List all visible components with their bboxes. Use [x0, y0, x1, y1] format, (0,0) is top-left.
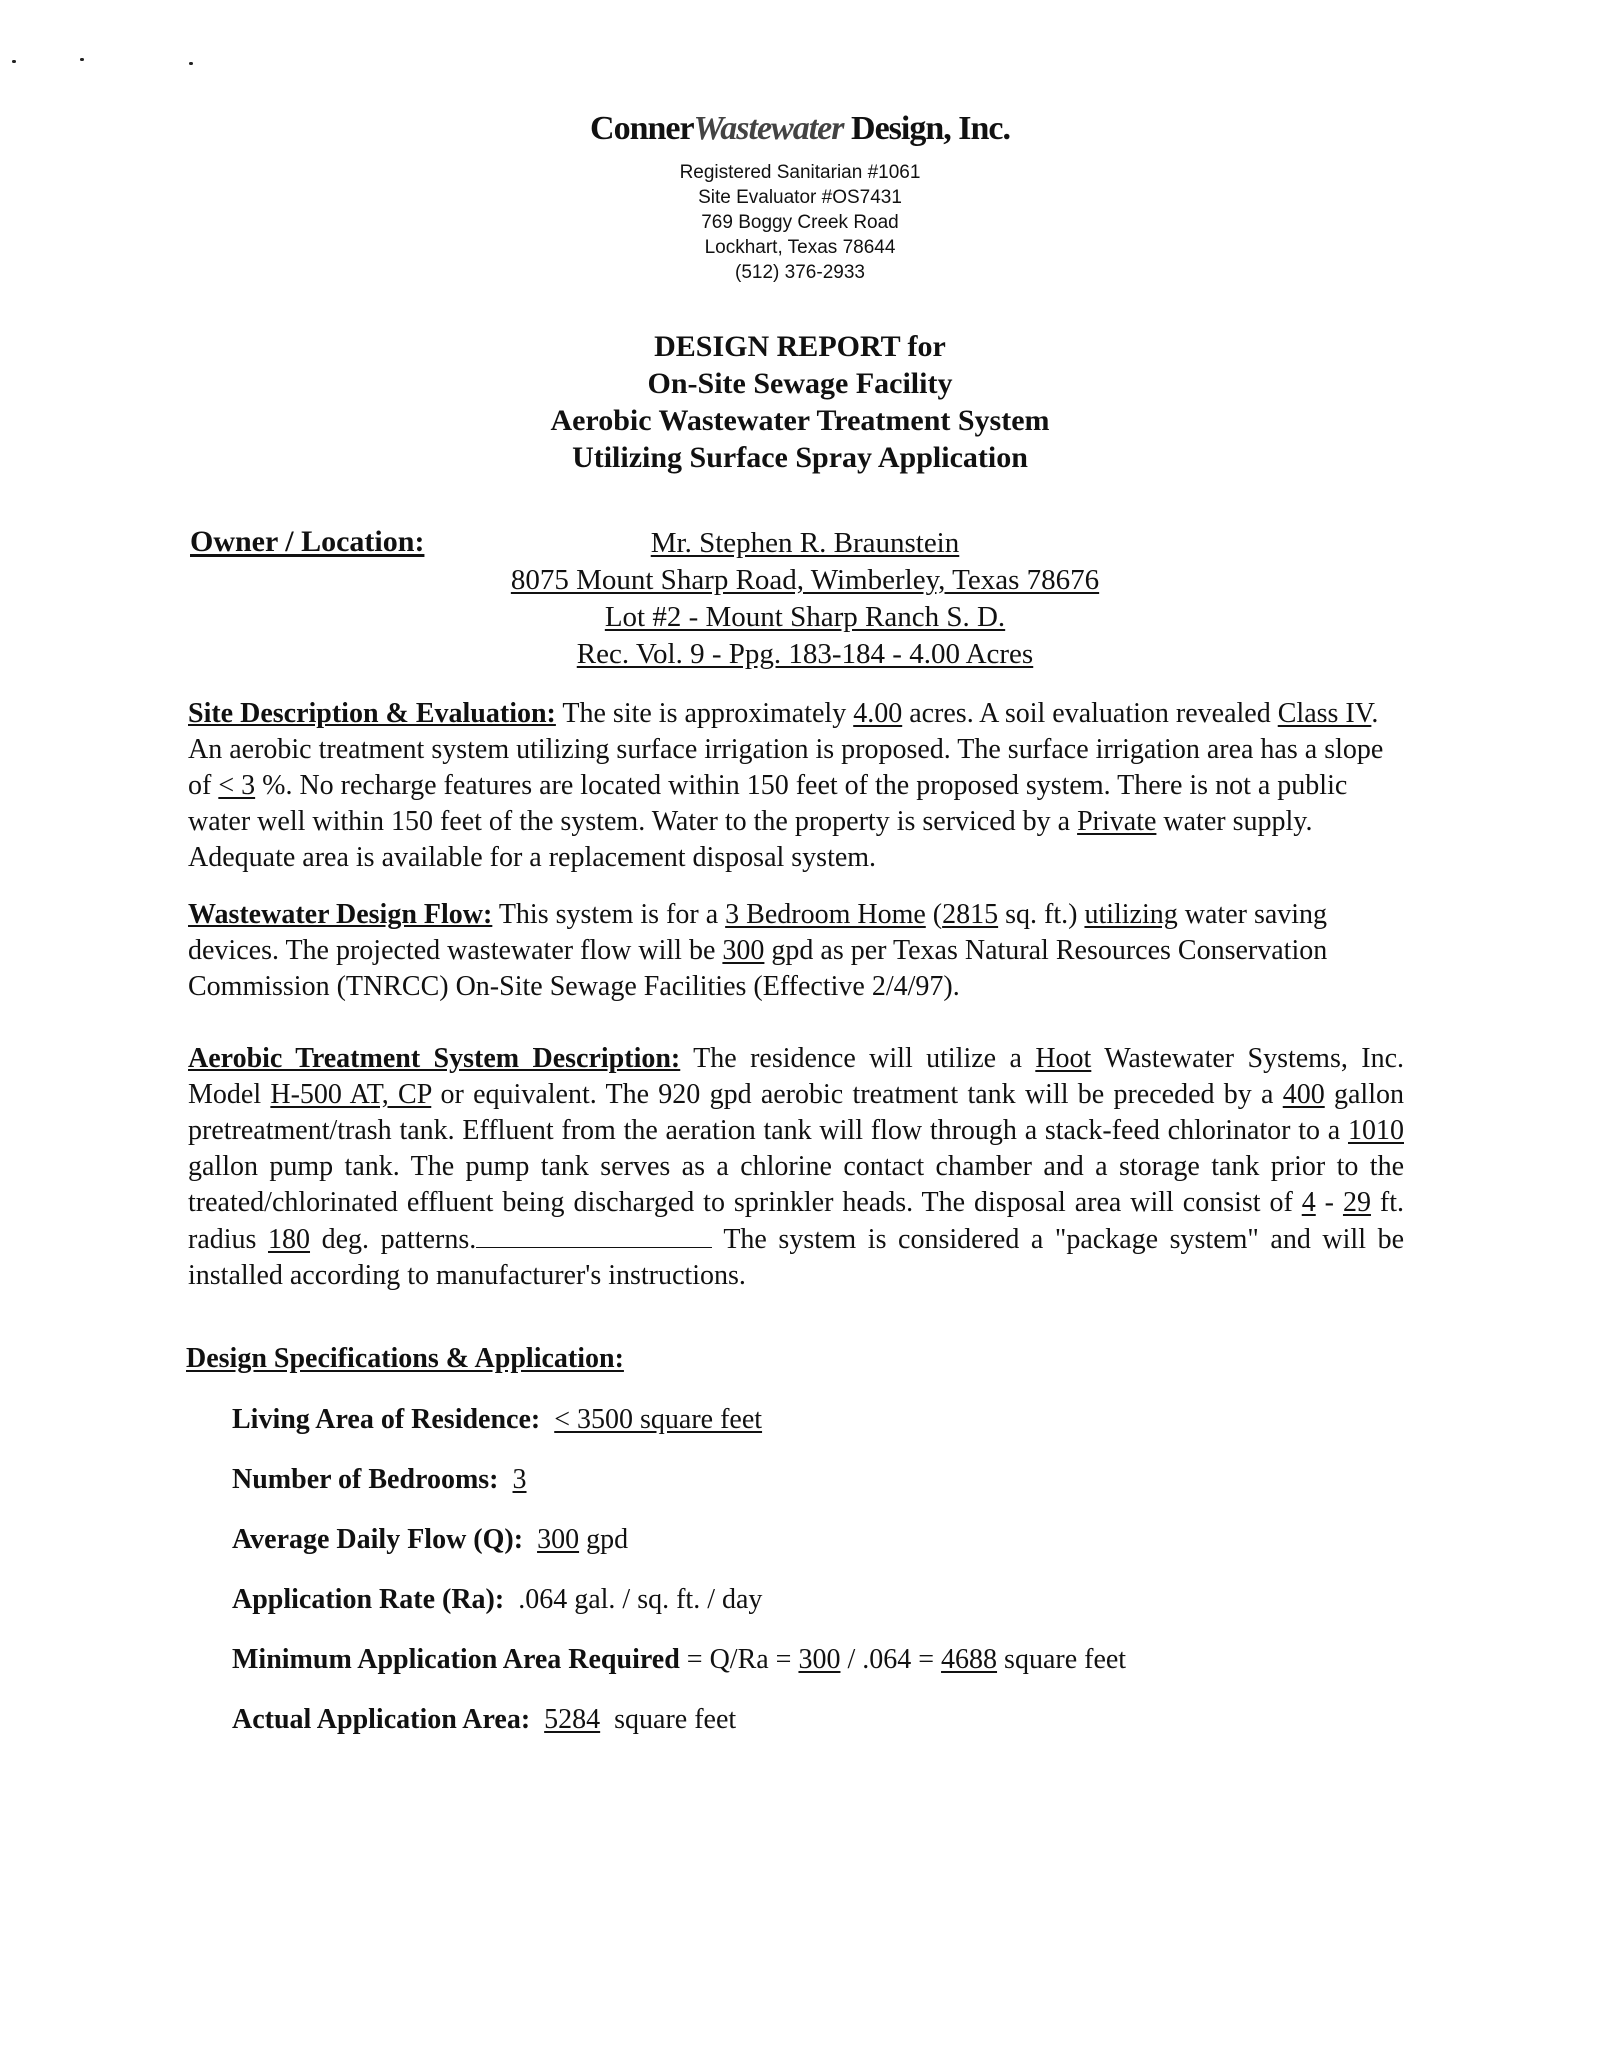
text-run: - [1315, 1187, 1343, 1218]
spec-daily-flow [232, 1522, 628, 1558]
text-run: gpd as per Texas Natural Resources Conservation Commission (TNRCC) On-Site Sewage Facilities (Effective 2/4/97). [188, 935, 1328, 1002]
text-run: sq. ft.) [998, 899, 1085, 930]
radius-value: 29 [1342, 1187, 1371, 1218]
company-logo-word: Wastewater [693, 110, 844, 147]
application-rate-value: .064 gal. / sq. ft. / day [518, 1584, 763, 1615]
design-flow-heading: Wastewater Design Flow: [188, 899, 493, 930]
pretreatment-gallons-value: 400 [1282, 1079, 1325, 1110]
aerobic-description-heading: Aerobic Treatment System Description: [188, 1043, 681, 1074]
home-type-value: 3 Bedroom Home [725, 899, 926, 930]
report-title [0, 328, 1600, 476]
scan-speck [80, 58, 84, 61]
text-run: water saving devices. The projected wastewater flow will be [188, 899, 1328, 966]
soil-class-value: Class IV [1277, 698, 1372, 729]
min-area-result-value: 4688 [941, 1644, 998, 1675]
spec-label: Average Daily Flow (Q): [232, 1524, 524, 1555]
pattern-degrees-value: 180 [268, 1224, 311, 1255]
site-description-paragraph [188, 696, 1404, 876]
letterhead-line-phone: (512) 376-2933 [735, 262, 865, 283]
company-name [0, 110, 1600, 148]
text-run: The residence will utilize a [680, 1043, 1036, 1074]
flow-gpd-value: 300 [722, 935, 765, 966]
text-run: %. No recharge features are located within 150 feet of the proposed system. There is not a public water well within 150 feet of the system. Water to the property is serviced by a [188, 770, 1348, 837]
owner-record: Rec. Vol. 9 - Ppg. 183-184 - 4.00 Acres [576, 638, 1034, 670]
pump-tank-gallons-value: 1010 [1348, 1115, 1404, 1146]
daily-flow-unit: gpd [586, 1524, 629, 1555]
daily-flow-value: 300 [537, 1524, 580, 1555]
letterhead-line-city: Lockhart, Texas 78644 [704, 237, 896, 258]
scan-speck [12, 60, 16, 63]
text-run: acres. A soil evaluation revealed [902, 698, 1278, 729]
actual-area-unit: square feet [614, 1704, 737, 1735]
spec-label: Number of Bedrooms: [232, 1464, 499, 1495]
scan-speck [189, 62, 193, 65]
spec-application-rate [232, 1582, 762, 1618]
letterhead-line-registered: Registered Sanitarian #1061 [679, 162, 921, 183]
text-run: Wastewater Systems, Inc. Model [188, 1043, 1404, 1110]
owner-name: Mr. Stephen R. Braunstein [650, 527, 960, 559]
company-name-part: Conner [590, 110, 694, 147]
living-area-value: < 3500 square feet [554, 1404, 763, 1435]
text-run: The system is considered a "package system" and will be installed according to manufacturer's instructions. [188, 1224, 1404, 1291]
design-flow-paragraph [188, 897, 1404, 1005]
owner-lot: Lot #2 - Mount Sharp Ranch S. D. [604, 601, 1006, 633]
spec-bedrooms [232, 1462, 527, 1498]
site-acres-value: 4.00 [853, 698, 903, 729]
text-run: water supply. Adequate area is available for a replacement disposal system. [188, 806, 1313, 873]
spec-label: Application Rate (Ra): [232, 1584, 505, 1615]
sprinkler-heads-value: 4 [1301, 1187, 1316, 1218]
report-title-line: On-Site Sewage Facility [647, 367, 953, 400]
water-supply-value: Private [1077, 806, 1157, 837]
owner-location-label: Owner / Location: [190, 525, 425, 558]
text-run: deg. patterns. [310, 1224, 477, 1255]
home-sqft-value: 2815 [942, 899, 999, 930]
text-run: . An aerobic treatment system utilizing surface irrigation is proposed. The surface irrigation area has a slope of [188, 698, 1384, 801]
blank-line [476, 1221, 712, 1248]
design-specifications-heading: Design Specifications & Application: [186, 1343, 624, 1374]
text-run: = Q/Ra = [679, 1644, 799, 1675]
utilizing-word: utilizing [1084, 899, 1178, 930]
spec-living-area [232, 1402, 762, 1438]
bedrooms-value: 3 [512, 1464, 527, 1495]
report-title-line: Aerobic Wastewater Treatment System [550, 404, 1050, 437]
text-run: gallon pretreatment/trash tank. Effluent from the aeration tank will flow through a stack-feed chlorinator to a [188, 1079, 1404, 1146]
company-name-part: Design, Inc. [851, 110, 1010, 147]
site-description-heading: Site Description & Evaluation: [188, 698, 556, 729]
min-area-q-value: 300 [798, 1644, 841, 1675]
text-run: gallon pump tank. The pump tank serves as a chlorine contact chamber and a storage tank prior to the treated/chlorinated effluent being discharged to sprinkler heads. The disposal area will consist of [188, 1151, 1404, 1218]
brand-value: Hoot [1035, 1043, 1092, 1074]
model-value: H-500 AT, CP [270, 1079, 432, 1110]
spec-label: Living Area of Residence: [232, 1404, 541, 1435]
text-run: or equivalent. The 920 gpd aerobic treatment tank will be preceded by a [431, 1079, 1283, 1110]
text-run: The site is approximately [555, 698, 854, 729]
owner-location-block [455, 525, 1155, 673]
report-title-line: Utilizing Surface Spray Application [572, 441, 1028, 474]
text-run: ft. radius [188, 1187, 1404, 1255]
actual-area-value: 5284 [544, 1704, 601, 1735]
slope-value: < 3 [218, 770, 256, 801]
letterhead-line-evaluator: Site Evaluator #OS7431 [698, 187, 902, 208]
report-title-line: DESIGN REPORT for [654, 330, 946, 363]
text-run: This system is for a [492, 899, 726, 930]
letterhead-line-street: 769 Boggy Creek Road [701, 212, 899, 233]
aerobic-description-paragraph [188, 1041, 1404, 1294]
spec-min-area [232, 1642, 1126, 1678]
spec-label: Actual Application Area: [232, 1704, 531, 1735]
text-run: / .064 = [840, 1644, 942, 1675]
spec-label: Minimum Application Area Required [232, 1644, 680, 1675]
text-run: square feet [997, 1644, 1127, 1675]
owner-address: 8075 Mount Sharp Road, Wimberley, Texas 78676 [510, 564, 1100, 596]
spec-actual-area [232, 1702, 736, 1738]
text-run: ( [925, 899, 943, 930]
